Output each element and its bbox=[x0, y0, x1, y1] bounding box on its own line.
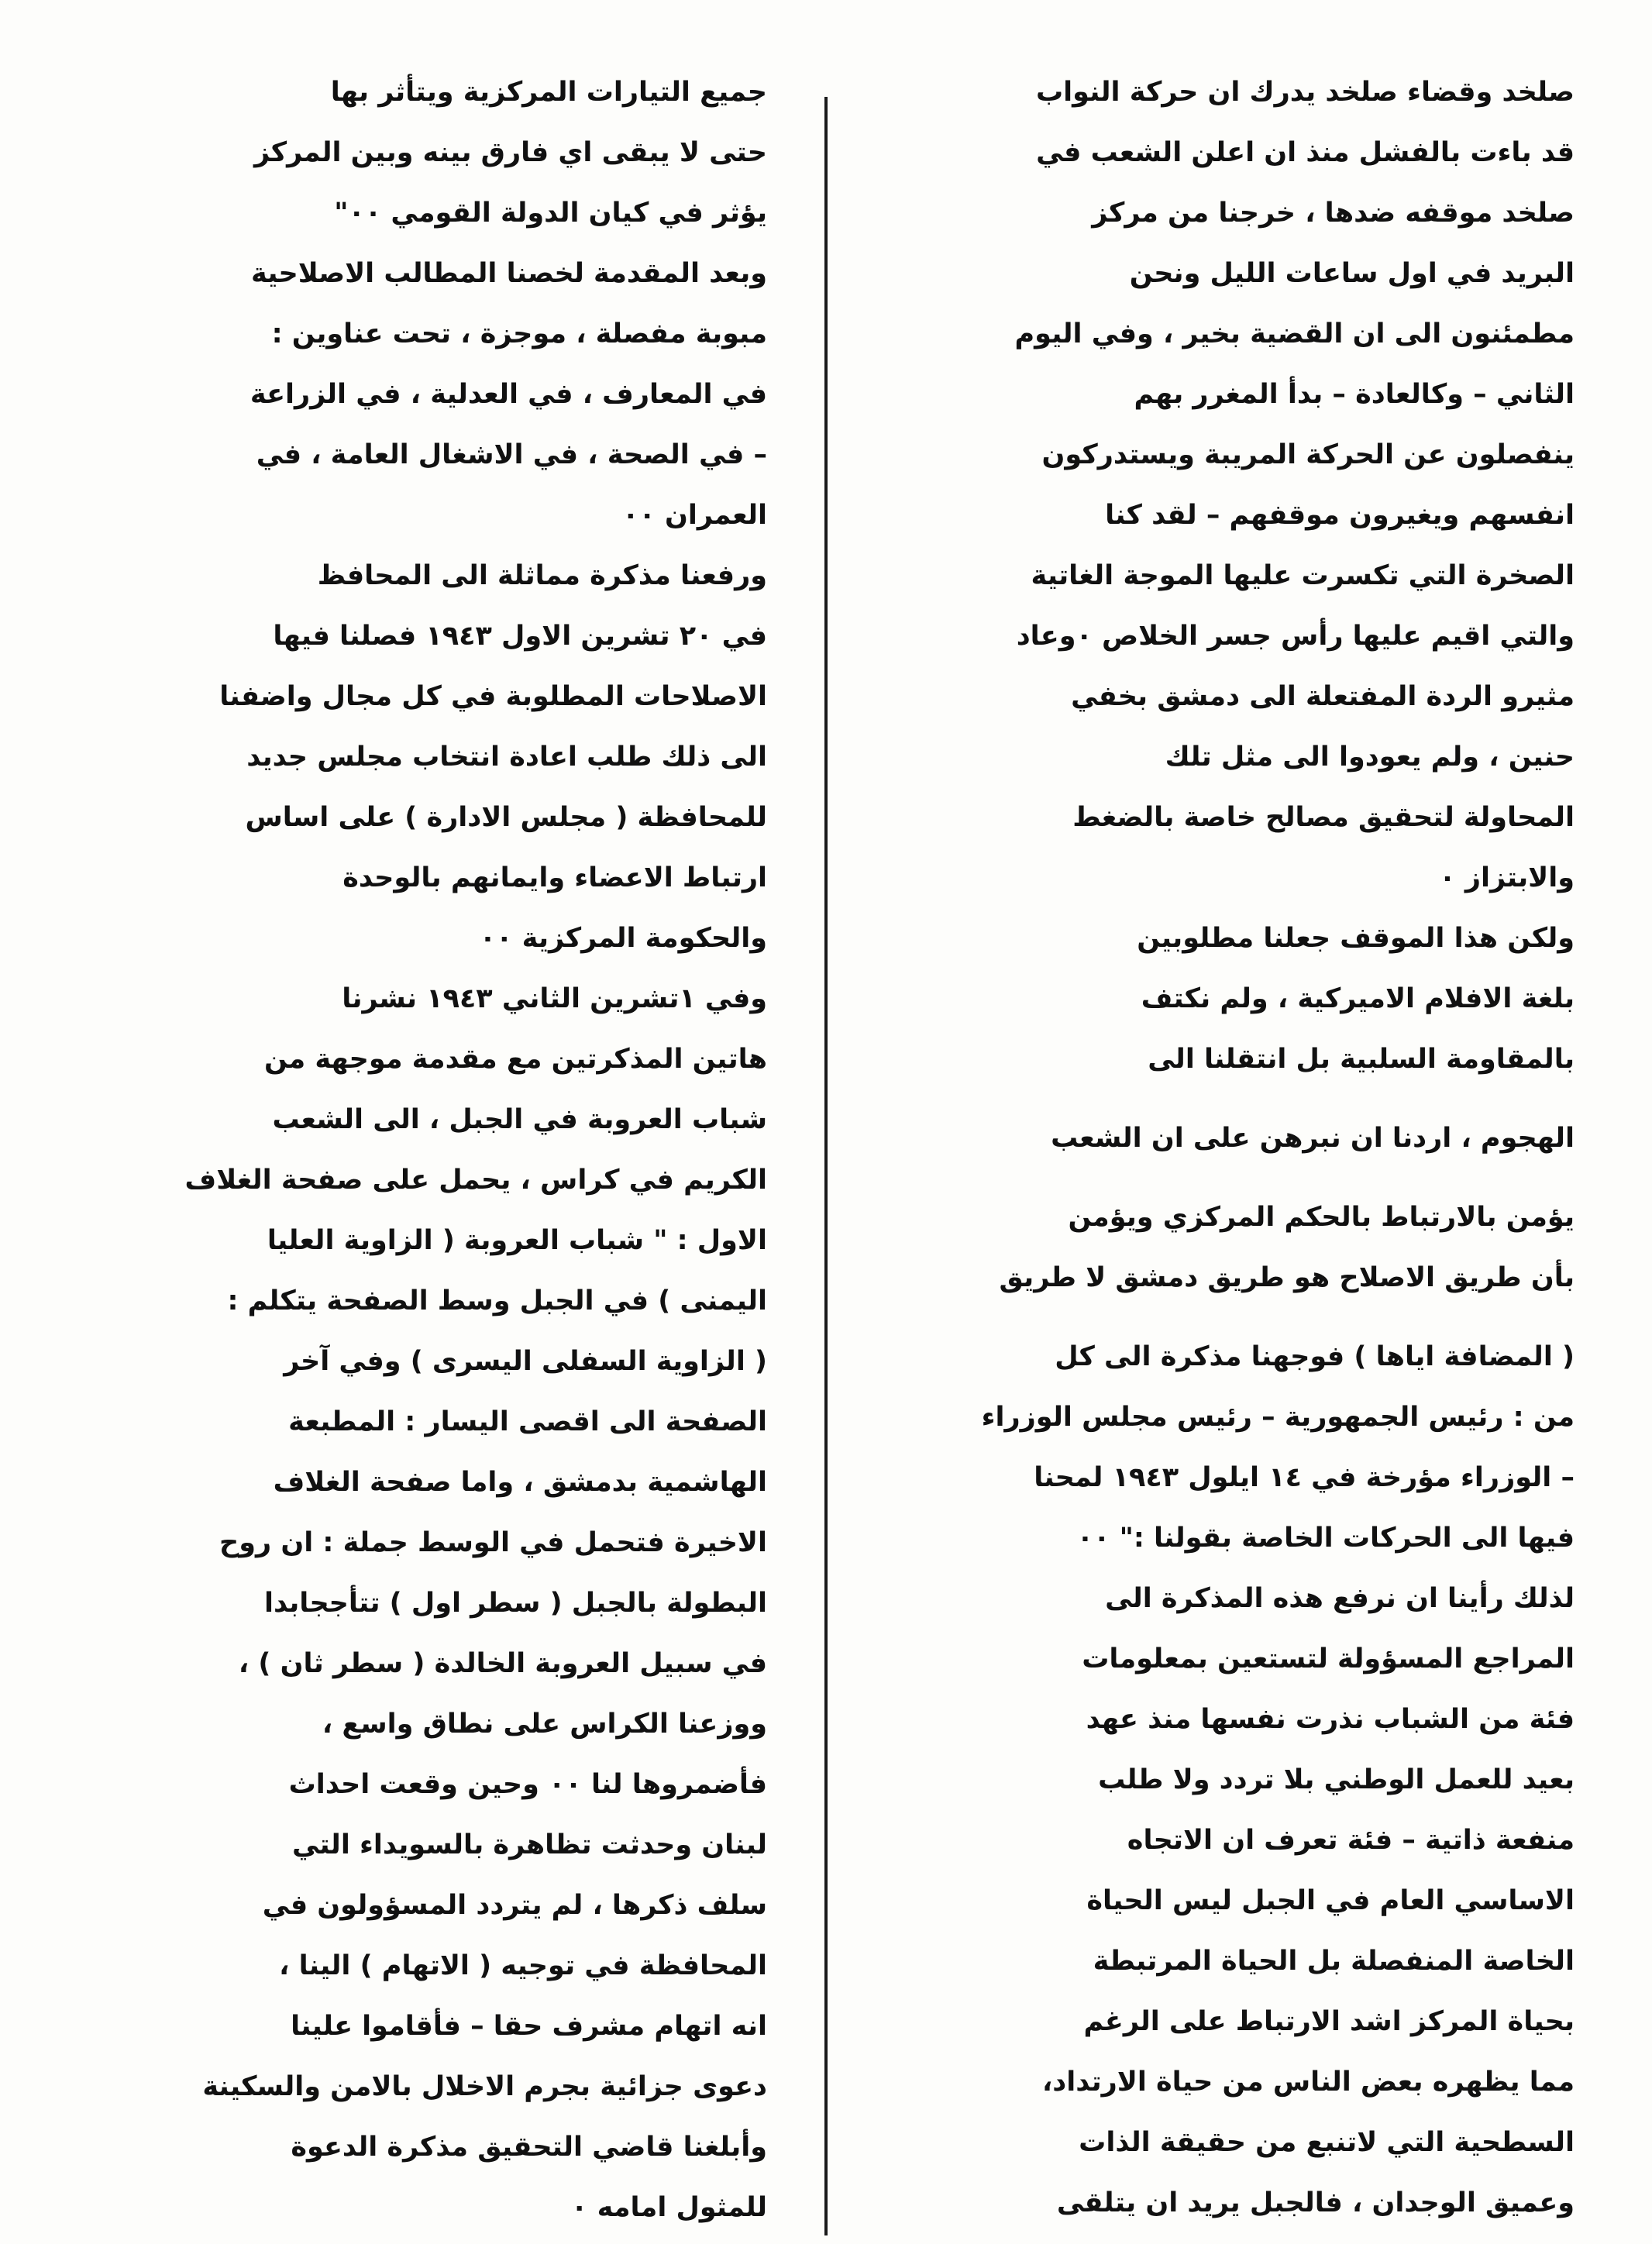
text-line: في المعارف ، في العدلية ، في الزراعة bbox=[250, 379, 767, 410]
left-text-column bbox=[35, 62, 767, 2238]
text-line: والحكومة المركزية ٠٠ bbox=[479, 923, 767, 954]
text-line: بعيد للعمل الوطني بلا تردد ولا طلب bbox=[1098, 1764, 1575, 1795]
text-line: السطحية التي لاتنبع من حقيقة الذات bbox=[1079, 2127, 1575, 2158]
text-line: في سبيل العروبة الخالدة ( سطر ثان ) ، bbox=[238, 1648, 767, 1679]
text-line: ووزعنا الكراس على نطاق واسع ، bbox=[322, 1709, 767, 1740]
right-text-column bbox=[854, 62, 1575, 2233]
text-line: ( المضافة اياها ) فوجهنا مذكرة الى كل bbox=[1055, 1341, 1575, 1372]
text-line: ( الزاوية السفلى اليسرى ) وفي آخر bbox=[284, 1346, 767, 1377]
text-line: الخاصة المنفصلة بل الحياة المرتبطة bbox=[1093, 1946, 1575, 1977]
text-line: – الوزراء مؤرخة في ١٤ ايلول ١٩٤٣ لمحنا bbox=[1034, 1462, 1575, 1493]
text-line: بالمقاومة السلبية بل انتقلنا الى bbox=[1148, 1044, 1575, 1075]
text-line: شباب العروبة في الجبل ، الى الشعب bbox=[272, 1104, 767, 1135]
text-line: بأن طريق الاصلاح هو طريق دمشق لا طريق bbox=[999, 1262, 1575, 1293]
text-line: الكريم في كراس ، يحمل على صفحة الغلاف bbox=[184, 1165, 767, 1196]
text-line: يؤثر في كيان الدولة القومي ٠٠" bbox=[334, 198, 767, 229]
text-line: لذلك رأينا ان نرفع هذه المذكرة الى bbox=[1105, 1583, 1575, 1614]
text-line: فيها الى الحركات الخاصة بقولنا :" ٠٠ bbox=[1076, 1523, 1575, 1554]
text-line: مبوبة مفصلة ، موجزة ، تحت عناوين : bbox=[271, 318, 767, 349]
text-line: مما يظهره بعض الناس من حياة الارتداد، bbox=[1042, 2067, 1575, 2098]
text-line: للمحافظة ( مجلس الادارة ) على اساس bbox=[245, 802, 767, 833]
text-line: وأبلغنا قاضي التحقيق مذكرة الدعوة bbox=[291, 2132, 767, 2163]
text-line: ارتباط الاعضاء وايمانهم بالوحدة bbox=[342, 862, 767, 893]
text-line: الاول : " شباب العروبة ( الزاوية العليا bbox=[267, 1225, 767, 1256]
text-line: للمثول امامه ٠ bbox=[571, 2192, 767, 2223]
text-line: الصفحة الى اقصى اليسار : المطبعة bbox=[288, 1406, 767, 1437]
text-line: هاتين المذكرتين مع مقدمة موجهة من bbox=[263, 1044, 767, 1075]
column-divider bbox=[824, 97, 828, 2235]
text-line: قد باءت بالفشل منذ ان اعلن الشعب في bbox=[1036, 137, 1575, 168]
text-line: صلخد وقضاء صلخد يدرك ان حركة النواب bbox=[1036, 77, 1575, 108]
text-line: والتي اقيم عليها رأس جسر الخلاص ٠وعاد bbox=[1016, 621, 1575, 652]
text-line: والابتزاز ٠ bbox=[1439, 862, 1575, 893]
text-line: المحاولة لتحقيق مصالح خاصة بالضغط bbox=[1072, 802, 1575, 833]
text-line: حنين ، ولم يعودوا الى مثل تلك bbox=[1165, 742, 1575, 773]
text-line: دعوى جزائية بجرم الاخلال بالامن والسكينة bbox=[202, 2071, 767, 2102]
text-line: انه اتهام مشرف حقا – فأقاموا علينا bbox=[291, 2011, 767, 2042]
text-line: فأضمروها لنا ٠٠ وحين وقعت احداث bbox=[288, 1769, 767, 1800]
text-line: بحياة المركز اشد الارتباط على الرغم bbox=[1083, 2006, 1575, 2037]
text-line: مطمئنون الى ان القضية بخير ، وفي اليوم bbox=[1014, 318, 1575, 349]
text-line: – في الصحة ، في الاشغال العامة ، في bbox=[256, 439, 767, 470]
text-line: منفعة ذاتية – فئة تعرف ان الاتجاه bbox=[1127, 1825, 1575, 1856]
text-line: الاساسي العام في الجبل ليس الحياة bbox=[1086, 1885, 1575, 1916]
text-line: من : رئيس الجمهورية – رئيس مجلس الوزراء bbox=[981, 1402, 1575, 1433]
text-line: الاخيرة فتحمل في الوسط جملة : ان روح bbox=[219, 1527, 767, 1558]
text-line: الاصلاحات المطلوبة في كل مجال واضفنا bbox=[219, 681, 767, 712]
text-line: ورفعنا مذكرة مماثلة الى المحافظ bbox=[317, 560, 767, 591]
text-line: الهاشمية بدمشق ، واما صفحة الغلاف bbox=[273, 1467, 767, 1498]
text-line: المحافظة في توجيه ( الاتهام ) الينا ، bbox=[279, 1950, 767, 1981]
text-line: جميع التيارات المركزية ويتأثر بها bbox=[330, 77, 767, 108]
text-line: ولكن هذا الموقف جعلنا مطلوبين bbox=[1137, 923, 1575, 954]
text-line: الثاني – وكالعادة – بدأ المغرر بهم bbox=[1134, 379, 1575, 410]
text-line: انفسهم ويغيرون موقفهم – لقد كنا bbox=[1105, 500, 1575, 531]
text-line: البطولة بالجبل ( سطر اول ) تتأججابدا bbox=[263, 1588, 767, 1619]
text-line: العمران ٠٠ bbox=[622, 500, 767, 531]
text-line: وعميق الوجدان ، فالجبل يريد ان يتلقى bbox=[1056, 2187, 1575, 2218]
text-line: الصخرة التي تكسرت عليها الموجة الغاتية bbox=[1031, 560, 1575, 591]
text-line: الى ذلك طلب اعادة انتخاب مجلس جديد bbox=[246, 742, 767, 773]
text-line: سلف ذكرها ، لم يتردد المسؤولون في bbox=[262, 1890, 767, 1921]
text-line: وفي ١تشرين الثاني ١٩٤٣ نشرنا bbox=[342, 983, 767, 1014]
text-line: البريد في اول ساعات الليل ونحن bbox=[1129, 258, 1575, 289]
text-line: فئة من الشباب نذرت نفسها منذ عهد bbox=[1086, 1704, 1575, 1735]
text-line: لبنان وحدثت تظاهرة بالسويداء التي bbox=[291, 1829, 767, 1860]
text-line: ينفصلون عن الحركة المريبة ويستدركون bbox=[1041, 439, 1575, 470]
text-line: يؤمن بالارتباط بالحكم المركزي ويؤمن bbox=[1068, 1202, 1575, 1233]
text-line: حتى لا يبقى اي فارق بينه وبين المركز bbox=[253, 137, 767, 168]
text-line: وبعد المقدمة لخصنا المطالب الاصلاحية bbox=[250, 258, 767, 289]
text-line: المراجع المسؤولة لتستعين بمعلومات bbox=[1082, 1643, 1575, 1674]
text-line: اليمنى ) في الجبل وسط الصفحة يتكلم : bbox=[227, 1285, 767, 1316]
text-line: في ٢٠ تشرين الاول ١٩٤٣ فصلنا فيها bbox=[273, 621, 767, 652]
text-line: مثيرو الردة المفتعلة الى دمشق بخفي bbox=[1071, 681, 1575, 712]
text-line: صلخد موقفه ضدها ، خرجنا من مركز bbox=[1092, 198, 1575, 229]
text-line: بلغة الافلام الاميركية ، ولم نكتف bbox=[1141, 983, 1575, 1014]
text-line: الهجوم ، اردنا ان نبرهن على ان الشعب bbox=[1051, 1123, 1575, 1154]
